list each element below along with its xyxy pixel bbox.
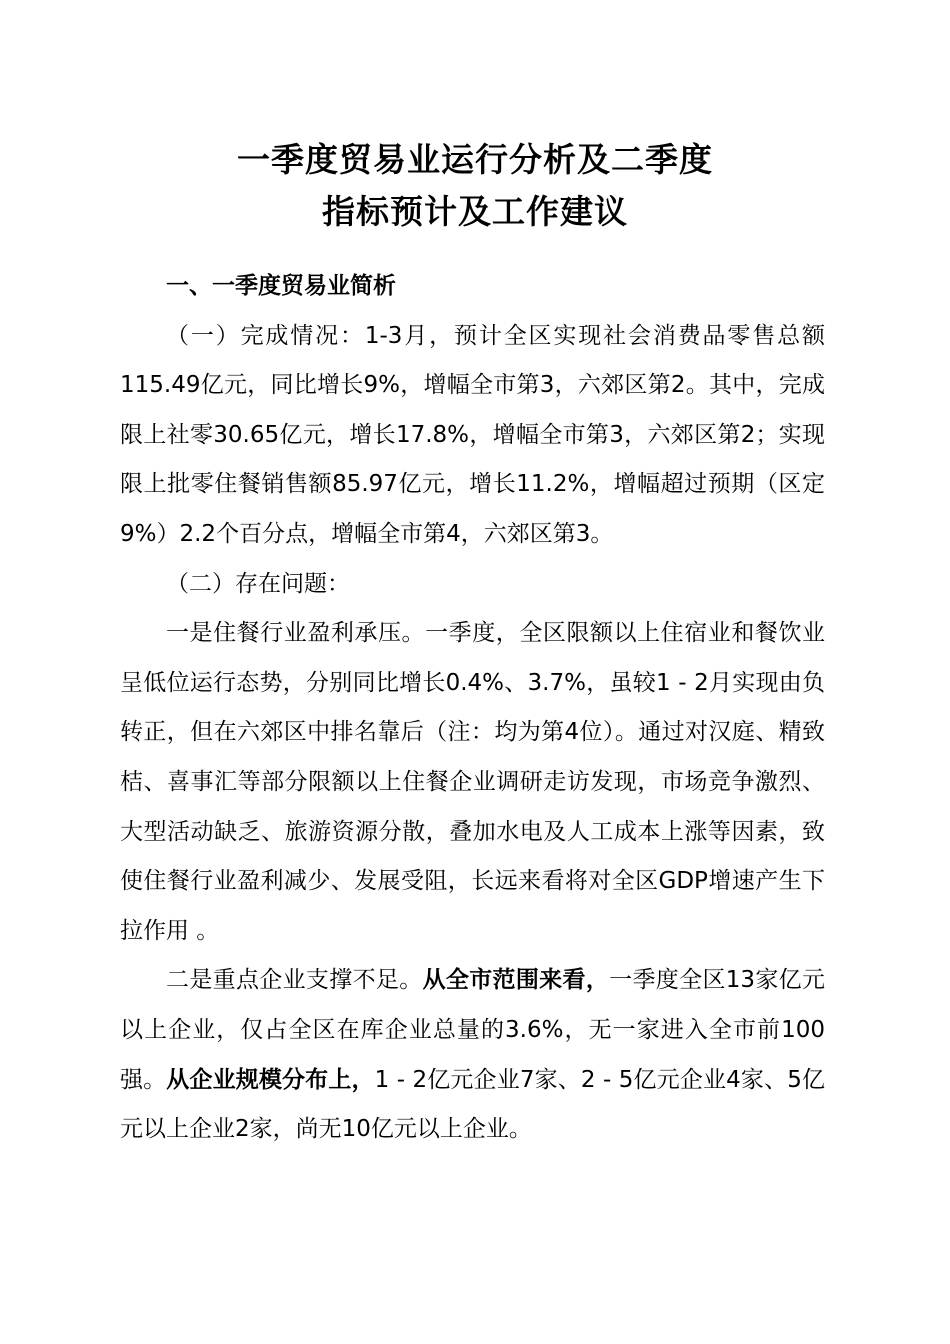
title-line-1: 一季度贸易业运行分析及二季度 <box>237 140 713 179</box>
problem-2-paragraph <box>120 956 825 1154</box>
problem-2-lead: 二是重点企业支撑不足。 <box>166 967 423 994</box>
problem-2-sub-2-text: 1 - 2亿元企业7家、2 - 5亿元企业4家、5亿元以上企业2家，尚无10亿元以上企业。 <box>120 1066 825 1143</box>
problem-1-text: 一季度，全区限额以上住宿业和餐饮业呈低位运行态势，分别同比增长0.4%、3.7%，虽较1 - 2月实现由负转正，但在六郊区中排名靠后（注：均为第4位）。通过对汉庭、精致桔、喜事汇等部分限额以上住餐企业调研走访发现，市场竞争激烈、大型活动缺乏、旅游资源分散，叠加水电及人工成本上涨等因素，致使住餐行业盈利减少、发展受阻，长远来看将对全区GDP增速产生下拉作用 。 <box>120 620 826 944</box>
completion-paragraph: （一）完成情况：1-3月，预计全区实现社会消费品零售总额115.49亿元，同比增长9%，增幅全市第3，六郊区第2。其中，完成限上社零30.65亿元，增长17.8%，增幅全市第3，六郊区第2；实现限上批零住餐销售额85.97亿元，增长11.2%，增幅超过预期（区定9%）2.2个百分点，增幅全市第4，六郊区第3。 <box>120 322 825 547</box>
title-line-2: 指标预计及工作建议 <box>322 192 628 231</box>
document-title <box>0 134 950 238</box>
problem-2-sub-1-lead: 从全市范围来看， <box>422 967 610 994</box>
section-1-heading: 一、一季度贸易业简析 <box>166 273 396 299</box>
problem-1-paragraph <box>120 609 825 956</box>
problems-heading: （二）存在问题： <box>166 570 350 597</box>
problem-2-sub-2-lead: 从企业规模分布上， <box>166 1066 375 1093</box>
document-body <box>120 262 825 1155</box>
problem-2-sub-1-text: 一季度全区13家亿元以上企业，仅占全区在库企业总量的3.6%，无一家进入全市前100强。 <box>120 967 826 1093</box>
problem-1-lead: 一是住餐行业盈利承压。 <box>166 620 426 647</box>
